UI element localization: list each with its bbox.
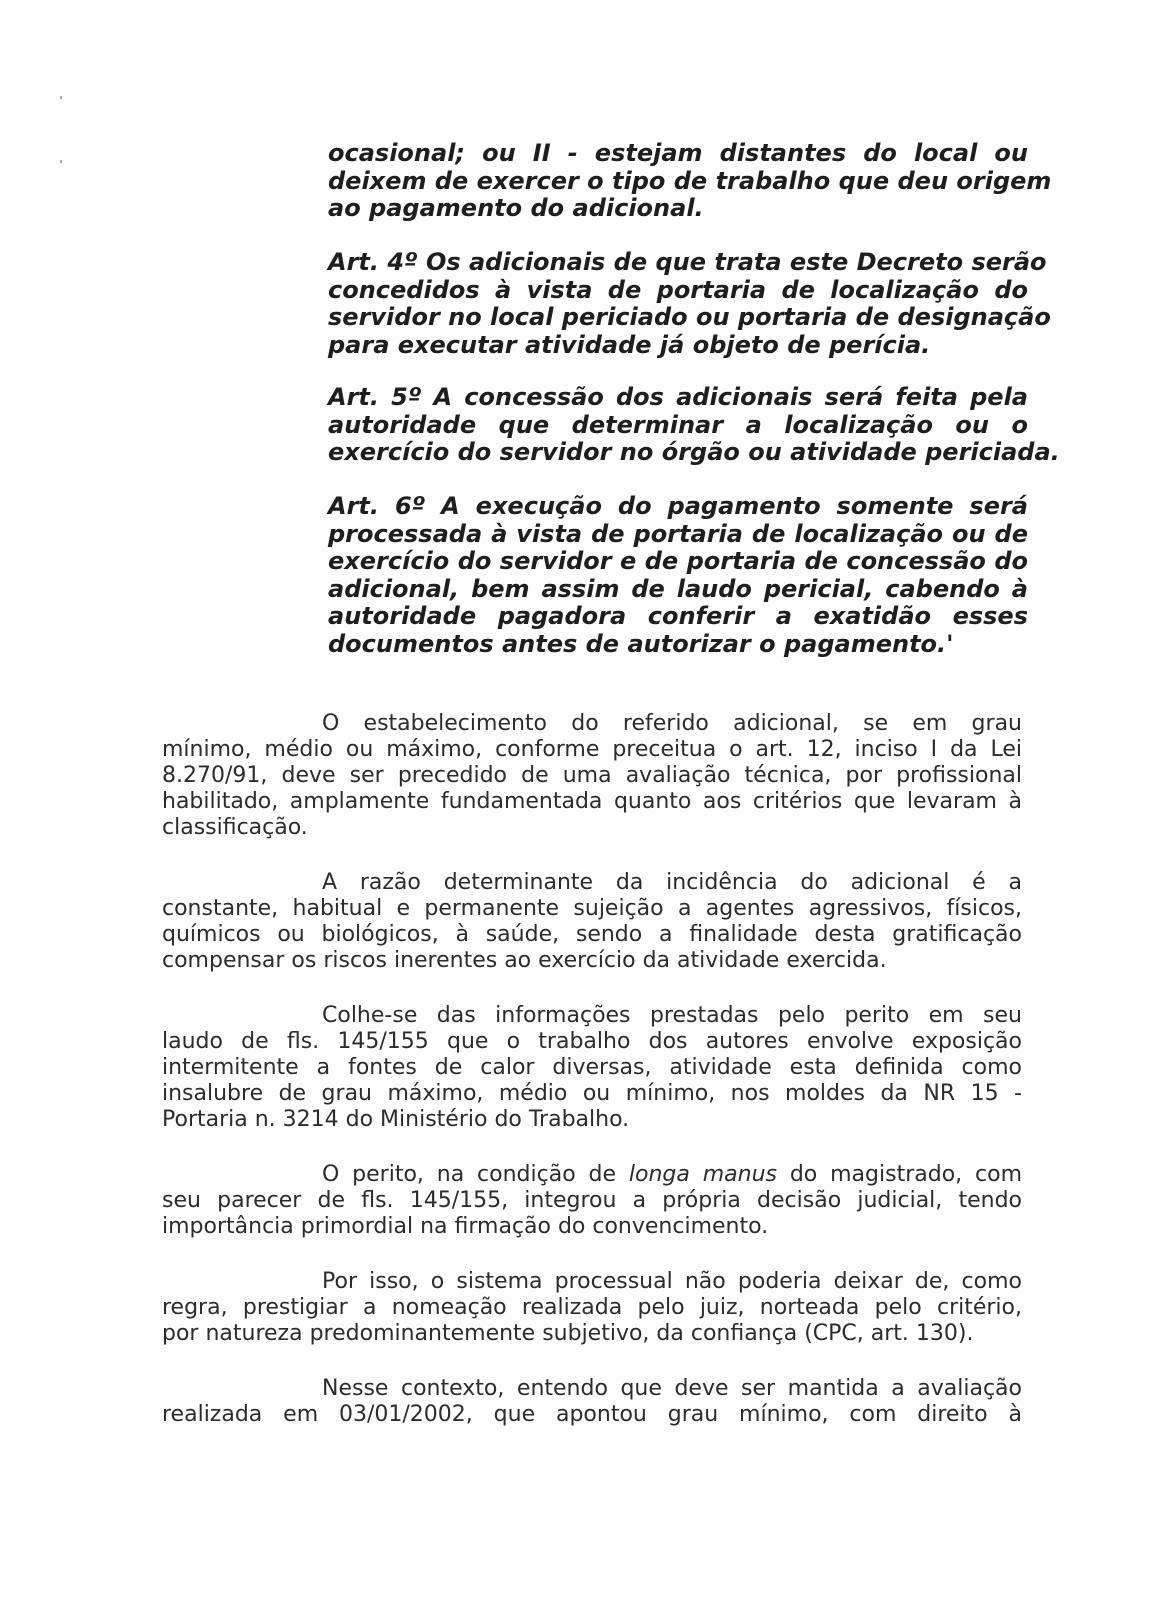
quote-line: exercício do servidor no órgão ou atividade periciada. [328, 438, 1060, 466]
body-line: A razão determinante da incidência do adicional é a [322, 870, 1022, 895]
quote-line: deixem de exercer o tipo de trabalho que deu origem [328, 166, 1052, 195]
quote-line: autoridade que determinar a localização ou o [328, 410, 1028, 439]
quote-line: processada à vista de portaria de localização ou de [328, 519, 1028, 548]
quote-line: ocasional; ou II - estejam distantes do local ou [328, 139, 1028, 167]
body-paragraph-6 [162, 1376, 1022, 1428]
body-line: O estabelecimento do referido adicional, se em grau [322, 711, 1022, 736]
quote-line: Art. 6º A execução do pagamento somente será [328, 492, 1028, 520]
body-line: constante, habitual e permanente sujeição a agentes agressivos, físicos, [162, 896, 1022, 921]
quote-paragraph-1 [328, 139, 1052, 223]
body-line: mínimo, médio ou máximo, conforme preceitua o art. 12, inciso I da Lei [162, 737, 1022, 762]
body-paragraph-2 [162, 870, 1022, 974]
body-line: realizada em 03/01/2002, que apontou grau mínimo, com direito à [162, 1402, 1022, 1427]
body-line: Colhe-se das informações prestadas pelo perito em seu [322, 1003, 1022, 1028]
body-line: compensar os riscos inerentes ao exercício da atividade exercida. [162, 948, 887, 973]
quote-article-6 [328, 493, 1028, 658]
body-line: intermitente a fontes de calor diversas, atividade esta definida como [162, 1055, 1022, 1080]
body-paragraph-1 [162, 711, 1022, 841]
body-text: O perito, na condição de [322, 1162, 629, 1187]
body-line [162, 1162, 1022, 1188]
body-line: classificação. [162, 815, 308, 840]
body-line: seu parecer de fls. 145/155, integrou a própria decisão judicial, tendo [162, 1188, 1022, 1213]
body-line: por natureza predominantemente subjetivo, da confiança (CPC, art. 130). [162, 1321, 974, 1346]
body-line: Por isso, o sistema processual não poderia deixar de, como [322, 1269, 1022, 1294]
body-line: regra, prestigiar a nomeação realizada pelo juiz, norteada pelo critério, [162, 1295, 1022, 1320]
quote-article-4 [328, 248, 1051, 359]
quote-article-5 [328, 383, 1060, 467]
quote-line: documentos antes de autorizar o pagamento.' [328, 629, 954, 658]
quote-line: para executar atividade já objeto de perícia. [328, 330, 931, 359]
scan-speck [60, 160, 62, 163]
latin-term: longa manus [628, 1162, 777, 1187]
body-paragraph-4 [162, 1162, 1022, 1240]
body-line: químicos ou biológicos, à saúde, sendo a finalidade desta gratificação [162, 922, 1022, 947]
quote-line: adicional, bem assim de laudo pericial, cabendo à [328, 574, 1028, 603]
body-line: importância primordial na firmação do convencimento. [162, 1214, 769, 1239]
body-paragraph-5 [162, 1269, 1022, 1347]
quote-line: concedidos à vista de portaria de localização do [328, 275, 1028, 304]
body-line: laudo de fls. 145/155 que o trabalho dos autores envolve exposição [162, 1029, 1022, 1054]
body-paragraph-3 [162, 1003, 1022, 1133]
quote-line: Art. 5º A concessão dos adicionais será feita pela [328, 383, 1028, 411]
quote-line: ao pagamento do adicional. [328, 194, 704, 222]
scan-speck [60, 96, 62, 99]
quote-line: Art. 4º Os adicionais de que trata este Decreto serão [328, 248, 1047, 276]
body-line: habilitado, amplamente fundamentada quanto aos critérios que levaram à [162, 789, 1022, 814]
quote-line: exercício do servidor e de portaria de concessão do [328, 547, 1028, 575]
body-line: insalubre de grau máximo, médio ou mínimo, nos moldes da NR 15 - [162, 1081, 1022, 1106]
quote-line: autoridade pagadora conferir a exatidão esses [328, 602, 1028, 630]
body-line: 8.270/91, deve ser precedido de uma avaliação técnica, por profissional [162, 763, 1022, 788]
body-text: do magistrado, com [776, 1162, 1022, 1187]
quote-line: servidor no local periciado ou portaria de designação [328, 303, 1051, 331]
body-line: Nesse contexto, entendo que deve ser mantida a avaliação [322, 1376, 1022, 1401]
body-line: Portaria n. 3214 do Ministério do Trabalho. [162, 1107, 630, 1132]
